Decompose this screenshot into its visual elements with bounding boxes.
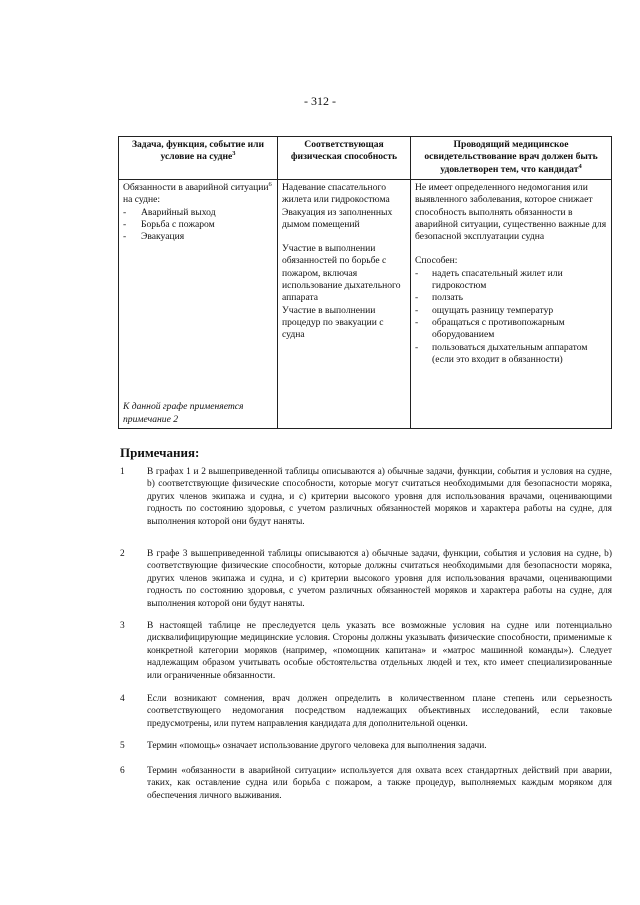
task-list [123,207,273,244]
criteria-lead: Способен: [415,255,458,267]
column-note: К данной графе применяется примечание 2 [123,401,244,425]
note-number: 2 [120,549,125,559]
note-item [120,740,612,752]
note-text: В графе 3 вышеприведенной таблицы описываются a) обычные задачи, функции, события и условия на судне, b) соответствующие физические способности, которые должны считаться необходимыми для безопасности моряка, других членов экипажа и судна, и c) критерии высокого уровня для использования врачами, оценивающими годность по состоянию здоровья, с учетом различных обязанностей моряков и характера работы на судне, для выполнения которой они будут наняты. [147,549,612,609]
note-text: Если возникают сомнения, врач должен определить в количественном плане степень или серьезность соответствующего недомогания посредством надлежащих объективных исследований, если таковые предусмотрены, или путем направления кандидата для дополнительной оценки. [147,694,612,729]
list-item: - обращаться с противопожарным оборудованием [415,317,607,342]
ability-paragraph: Участие в выполнении процедур по эвакуации с судна [282,304,384,341]
note-item [120,765,612,802]
note-item [120,620,612,682]
note-item [120,693,612,730]
cell-criteria [411,180,612,429]
cell-task [119,180,278,429]
criteria-paragraph: Не имеет определенного недомогания или выявленного заболевания, которое снижает способность выполнять обязанности в аварийной ситуации, существенно важные для безопасной эксплуатации судна [415,182,607,243]
list-item: - Эвакуация [123,231,273,243]
list-item: - надеть спасательный жилет или гидрокостюм [415,268,607,293]
ability-paragraph: Участие в выполнении обязанностей по борьбе с пожаром, включая использование дыхательного аппарата [282,243,401,304]
note-number: 3 [120,621,125,631]
page-number: - 312 - [304,94,336,108]
footnote-ref: 3 [232,150,236,158]
cell-ability [278,180,411,429]
notes-heading: Примечания: [120,445,200,460]
ability-paragraph: Надевание спасательного жилета или гидрокостюма [282,182,390,206]
note-text: Термин «помощь» означает использование другого человека для выполнения задачи. [147,741,487,751]
list-item: - ползать [415,292,607,304]
ability-paragraph: Эвакуация из заполненных дымом помещений [282,206,393,230]
table-header-row [119,137,612,180]
table-row [119,180,612,429]
column-header-task: Задача, функция, событие или условие на судне$^3$ [119,137,278,180]
note-number: 1 [120,467,125,477]
footnote-ref: 4 [578,162,582,170]
list-item: - пользоваться дыхательным аппаратом (если это входит в обязанности) [415,342,607,367]
column-header-criteria: Проводящий медицинское освидетельствование врач должен быть удовлетворен тем, что кандидат$^4$ [411,137,612,180]
task-title: Обязанности в аварийной ситуации$^6$ на судне: [123,180,272,206]
note-number: 4 [120,694,125,704]
note-number: 6 [120,766,125,776]
list-item: - Борьба с пожаром [123,219,273,231]
note-item [120,466,612,528]
list-item: - Аварийный выход [123,207,273,219]
criteria-list [415,268,607,366]
list-item: - ощущать разницу температур [415,305,607,317]
requirements-table [118,136,612,429]
note-number: 5 [120,741,125,751]
column-header-ability: Соответствующая физическая способность [278,137,411,180]
note-item [120,548,612,610]
note-text: В графах 1 и 2 вышеприведенной таблицы описываются a) обычные задачи, функции, события и условия на судне, b) соответствующие физические способности, которые могут считаться необходимыми для безопасности моряка, других членов экипажа и судна, и c) критерии высокого уровня для использования врачами, оценивающими годность по состоянию здоровья, с учетом различных обязанностей моряков и характера работы на судне, для выполнения которой они будут наняты. [147,467,612,527]
note-text: Термин «обязанности в аварийной ситуации» используется для охвата всех стандартных действий при аварии, таких, как оставление судна или борьба с пожаром, а также процедур, выполняемых каждым моряком для обеспечения личного выживания. [147,766,612,801]
note-text: В настоящей таблице не преследуется цель указать все возможные условия на судне или потенциально дисквалифицирующие медицинские условия. Стороны должны указывать физические способности, применимые к конкретной категории моряков (например, «помощник капитана» и «матрос машинной команды»). Следует надлежащим образом учитывать особые обстоятельства отдельных людей и тех, кто имеет специализированные или ограниченные обязанности. [147,621,612,681]
